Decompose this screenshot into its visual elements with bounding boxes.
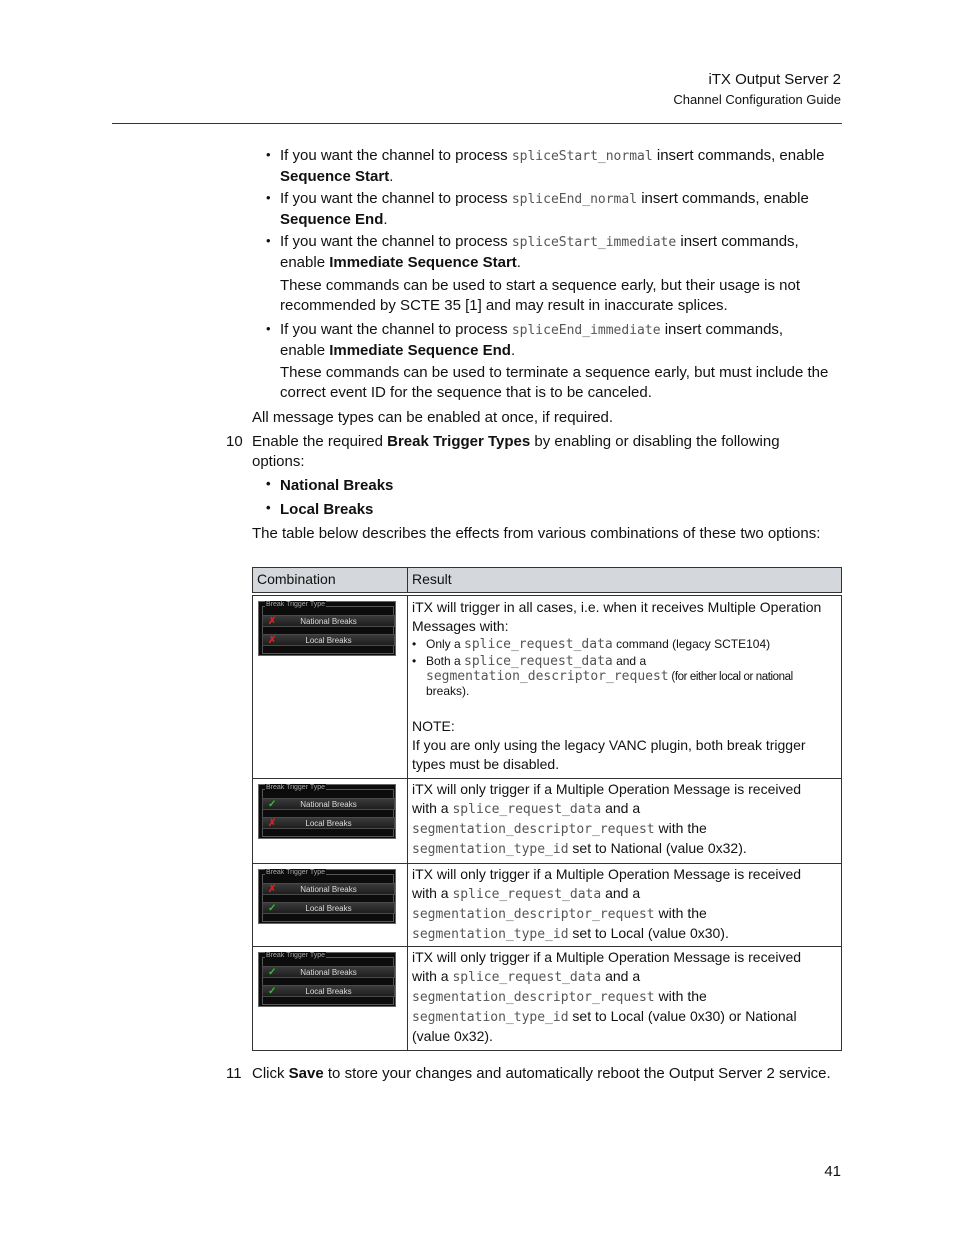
panel-frame <box>262 789 394 837</box>
code-splicestart-normal: spliceStart_normal <box>511 149 653 164</box>
combination-cell <box>253 596 408 779</box>
code-segmentation-descriptor-request: segmentation_descriptor_request <box>412 990 655 1005</box>
result-text: with a <box>412 800 453 816</box>
panel-frame <box>262 606 394 654</box>
code-segmentation-descriptor-request: segmentation_descriptor_request <box>412 907 655 922</box>
bullet-dot: • <box>266 500 271 515</box>
bullet-text: enable <box>280 254 330 271</box>
code-spliceend-immediate: spliceEnd_immediate <box>511 323 661 338</box>
local-breaks-toggle <box>262 985 395 997</box>
code-segmentation-type-id: segmentation_type_id <box>412 1010 569 1025</box>
step-10-text <box>252 432 842 472</box>
local-breaks-toggle <box>262 817 395 829</box>
x-icon: ✗ <box>268 635 277 646</box>
sub-text: breaks). <box>426 684 470 698</box>
toggle-label: Local Breaks <box>305 904 352 913</box>
result-line: iTX will only trigger if a Multiple Operation Message is received <box>412 866 802 882</box>
result-text: set to Local (value 0x30). <box>568 925 729 941</box>
result-text: and a <box>601 885 641 901</box>
toggle-label: National Breaks <box>300 885 357 894</box>
result-line: iTX will trigger in all cases, i.e. when it receives Multiple Operation <box>412 599 822 615</box>
option-local-breaks <box>280 500 373 520</box>
toggle-label: Local Breaks <box>305 636 352 645</box>
all-types-note: All message types can be enabled at once, if required. <box>252 409 614 426</box>
bullet-dot: • <box>266 147 271 162</box>
bullet-dot: • <box>412 637 417 651</box>
option-label: National Breaks <box>280 477 394 494</box>
code-spliceend-normal: spliceEnd_normal <box>511 192 638 207</box>
bullet-text: If you want the channel to process <box>280 147 512 164</box>
bullet-text: insert commands, enable <box>652 147 825 164</box>
code-splice-request-data: splice_request_data <box>452 887 602 902</box>
combination-cell <box>253 947 408 1051</box>
step-text: to store your changes and automatically reboot the Output Server 2 service. <box>323 1065 831 1082</box>
panel-title: Break Trigger Type <box>266 601 326 608</box>
bullet-dot: • <box>412 654 417 668</box>
result-line: iTX will only trigger if a Multiple Operation Message is received <box>412 781 802 797</box>
sub-bullet-both <box>412 654 837 698</box>
step-text: options: <box>252 453 305 470</box>
x-icon: ✗ <box>268 616 277 627</box>
toggle-label: National Breaks <box>300 968 357 977</box>
panel-frame <box>262 874 394 922</box>
result-text: set to National (value 0x32). <box>568 840 747 856</box>
note-immediate-start <box>280 276 845 316</box>
result-text: with the <box>654 905 707 921</box>
note-label: NOTE: <box>412 718 455 734</box>
combination-cell <box>253 864 408 947</box>
code-segmentation-type-id: segmentation_type_id <box>412 842 569 857</box>
note-line: correct event ID for the sequence that is to be canceled. <box>280 384 652 401</box>
result-cell <box>408 864 842 947</box>
code-segmentation-descriptor-request: segmentation_descriptor_request <box>426 669 669 684</box>
sub-text: Only a <box>426 637 465 651</box>
option-label: Local Breaks <box>280 501 374 518</box>
toggle-label: National Breaks <box>300 617 357 626</box>
option-sequence-start: Sequence Start <box>280 168 390 185</box>
x-icon: ✗ <box>268 884 277 895</box>
panel-frame <box>262 957 394 1005</box>
step-number-10: 10 <box>226 433 243 450</box>
punct: . <box>510 342 516 359</box>
result-text: and a <box>601 800 641 816</box>
x-icon: ✗ <box>268 818 277 829</box>
toggle-label: Local Breaks <box>305 987 352 996</box>
code-segmentation-descriptor-request: segmentation_descriptor_request <box>412 822 655 837</box>
step-text: Click <box>252 1065 289 1082</box>
bullet-immediate-sequence-start <box>280 232 845 273</box>
bullet-immediate-sequence-end <box>280 320 845 361</box>
option-immediate-sequence-end: Immediate Sequence End <box>329 342 511 359</box>
panel-title: Break Trigger Type <box>266 869 326 876</box>
punct: . <box>389 168 394 185</box>
local-breaks-toggle <box>262 634 395 646</box>
result-text: with the <box>654 988 707 1004</box>
bullet-text: enable <box>280 342 330 359</box>
break-trigger-table <box>252 567 842 1051</box>
table-row <box>253 864 842 947</box>
bullet-text: insert commands, enable <box>637 190 809 207</box>
result-line: Messages with: <box>412 618 509 634</box>
result-cell <box>408 947 842 1051</box>
save-label: Save <box>288 1065 324 1082</box>
note-line: recommended by SCTE 35 [1] and may result in inaccurate splices. <box>280 297 728 314</box>
note-immediate-end <box>280 363 845 403</box>
bullet-text: insert commands, <box>660 321 784 338</box>
break-trigger-panel-both-on <box>258 952 396 1007</box>
result-text: set to Local (value 0x30) or National <box>568 1008 797 1024</box>
break-trigger-panel-national-on <box>258 784 396 839</box>
sub-bullet-only <box>412 637 837 652</box>
check-icon: ✓ <box>268 986 277 997</box>
header-subtitle: Channel Configuration Guide <box>673 92 841 107</box>
header-rule <box>112 123 842 124</box>
check-icon: ✓ <box>268 799 277 810</box>
code-splice-request-data: splice_request_data <box>464 637 613 652</box>
break-trigger-panel-both-off <box>258 601 396 656</box>
bullet-dot: • <box>266 190 271 205</box>
code-splice-request-data: splice_request_data <box>452 970 602 985</box>
panel-title: Break Trigger Type <box>266 784 326 791</box>
header-title: iTX Output Server 2 <box>708 71 841 88</box>
result-cell <box>408 596 842 779</box>
result-line: iTX will only trigger if a Multiple Operation Message is received <box>412 949 802 965</box>
bullet-sequence-start <box>280 146 845 187</box>
note-line: These commands can be used to start a sequence early, but their usage is not <box>280 277 801 294</box>
note-line: These commands can be used to terminate a sequence early, but must include the <box>280 364 829 381</box>
note-line: If you are only using the legacy VANC plugin, both break trigger <box>412 737 806 753</box>
result-text: with a <box>412 885 453 901</box>
code-segmentation-type-id: segmentation_type_id <box>412 927 569 942</box>
bullet-text: If you want the channel to process <box>280 190 512 207</box>
result-cell <box>408 779 842 864</box>
table-header-row <box>253 568 842 593</box>
step-text: by enabling or disabling the following <box>530 433 780 450</box>
break-trigger-panel-local-on <box>258 869 396 924</box>
step-11-text <box>252 1064 852 1084</box>
result-line: (value 0x32). <box>412 1028 493 1044</box>
result-text: with a <box>412 968 453 984</box>
check-icon: ✓ <box>268 903 277 914</box>
page-number: 41 <box>824 1163 841 1180</box>
sub-text: and a <box>612 654 647 668</box>
bullet-dot: • <box>266 233 271 248</box>
punct: . <box>516 254 521 271</box>
sub-text: Both a <box>426 654 465 668</box>
national-breaks-toggle <box>262 615 395 627</box>
bullet-dot: • <box>266 321 271 336</box>
local-breaks-toggle <box>262 902 395 914</box>
panel-title: Break Trigger Type <box>266 952 326 959</box>
code-splice-request-data: splice_request_data <box>464 654 613 669</box>
code-splicestart-immediate: spliceStart_immediate <box>511 235 677 250</box>
check-icon: ✓ <box>268 967 277 978</box>
bullet-text: If you want the channel to process <box>280 321 512 338</box>
bullet-sequence-end <box>280 189 845 230</box>
note-line: types must be disabled. <box>412 756 560 772</box>
table-row <box>253 596 842 779</box>
toggle-label: National Breaks <box>300 800 357 809</box>
step-number-11: 11 <box>226 1065 242 1082</box>
option-sequence-end: Sequence End <box>280 211 384 228</box>
punct: . <box>383 211 388 228</box>
result-text: with the <box>654 820 707 836</box>
bullet-dot: • <box>266 476 271 491</box>
combination-cell <box>253 779 408 864</box>
option-national-breaks <box>280 476 393 496</box>
result-text: and a <box>601 968 641 984</box>
toggle-label: Local Breaks <box>305 819 352 828</box>
code-splice-request-data: splice_request_data <box>452 802 602 817</box>
table-row <box>253 779 842 864</box>
option-immediate-sequence-start: Immediate Sequence Start <box>329 254 517 271</box>
bullet-text: insert commands, <box>676 233 799 250</box>
table-row <box>253 947 842 1051</box>
header-result: Result <box>408 568 842 593</box>
national-breaks-toggle <box>262 798 395 810</box>
national-breaks-toggle <box>262 966 395 978</box>
sub-text: (for either local or national <box>668 671 793 683</box>
sub-text: command (legacy SCTE104) <box>612 637 771 651</box>
table-intro: The table below describes the effects from various combinations of these two options: <box>252 525 821 542</box>
bullet-text: If you want the channel to process <box>280 233 512 250</box>
step-text: Enable the required <box>252 433 388 450</box>
header-combination: Combination <box>253 568 408 593</box>
national-breaks-toggle <box>262 883 395 895</box>
break-trigger-types-label: Break Trigger Types <box>387 433 531 450</box>
